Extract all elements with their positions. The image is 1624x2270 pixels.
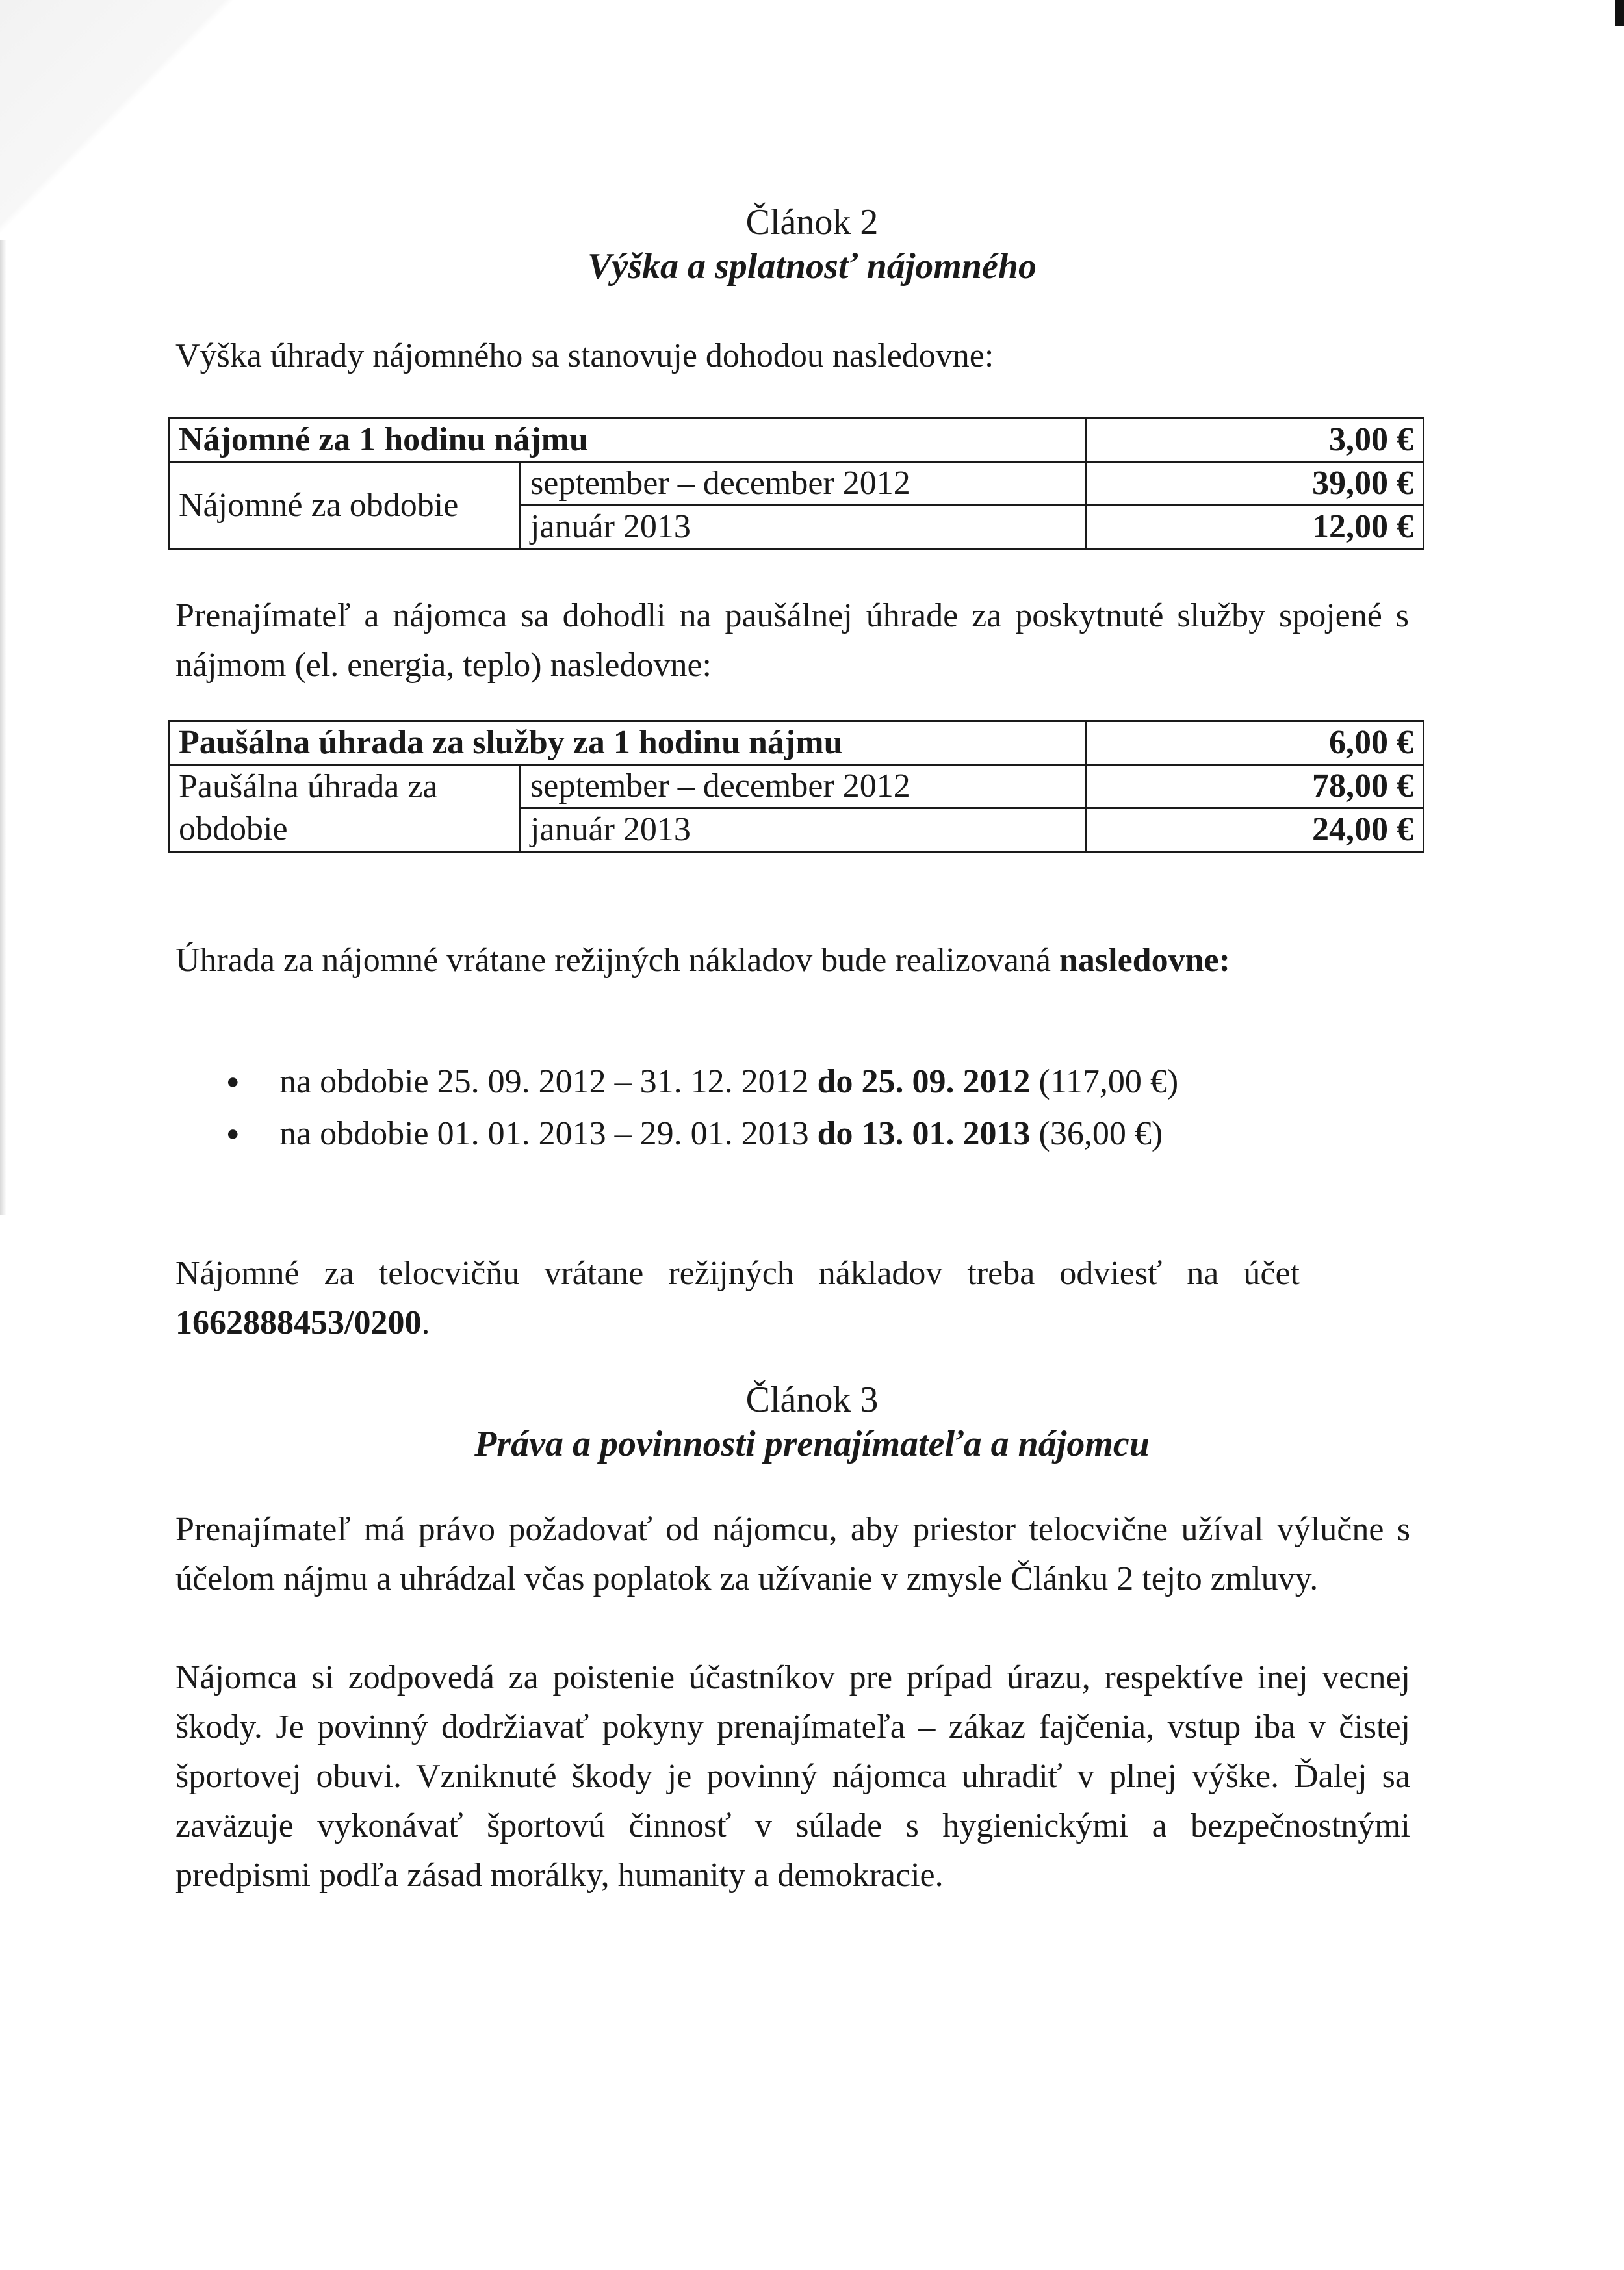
services-row-period1 <box>169 765 1424 808</box>
rent-period-label: Nájomné za obdobie <box>169 462 521 549</box>
account-paragraph <box>175 1249 1300 1348</box>
services-row-hourly <box>169 721 1424 765</box>
services-row-period2 <box>169 808 1424 852</box>
article2-heading <box>0 200 1624 289</box>
payment-item-due: do 25. 09. 2012 <box>817 1063 1031 1100</box>
services-period-label-line1: Paušálna úhrada za <box>169 765 521 808</box>
rent-table <box>168 417 1424 550</box>
account-text: Nájomné za telocvičňu vrátane režijných nákladov treba odviesť na účet <box>175 1255 1300 1292</box>
payment-item-period: na obdobie 25. 09. 2012 – 31. 12. 2012 <box>279 1063 809 1100</box>
rent-period1: september – december 2012 <box>521 462 1087 506</box>
account-number: 1662888453/0200 <box>175 1304 422 1341</box>
services-period-label-line2: obdobie <box>169 808 521 852</box>
article2-title: Výška a splatnosť nájomného <box>587 246 1037 287</box>
rent-period2-amount: 12,00 € <box>1087 506 1424 549</box>
payment-item-period: na obdobie 01. 01. 2013 – 29. 01. 2013 <box>279 1115 809 1152</box>
payment-intro-text: Úhrada za nájomné vrátane režijných nákladov bude realizovaná <box>175 942 1051 979</box>
article3-number: Článok 3 <box>745 1380 879 1420</box>
services-hourly-amount: 6,00 € <box>1087 721 1424 765</box>
rent-row-period1 <box>169 462 1424 506</box>
scan-edge-shadow <box>0 240 6 1215</box>
rent-row-hourly <box>169 419 1424 462</box>
payment-item-amount: (36,00 €) <box>1038 1115 1163 1152</box>
payment-intro <box>175 936 1410 985</box>
article3-title: Práva a povinnosti prenajímateľa a nájomcu <box>474 1424 1150 1464</box>
rent-period2: január 2013 <box>521 506 1087 549</box>
article3-paragraph2: Nájomca si zodpovedá za poistenie účastníkov pre prípad úrazu, respektíve inej vecnej škody. Je povinný dodržiavať pokyny prenajímateľa – zákaz fajčenia, vstup iba v čistej športovej obuvi. Vzniknuté škody je povinný nájomca uhradiť v plnej výške. Ďalej sa zaväzuje vykonávať športovú činnosť v súlade s hygienickými a bezpečnostnými predpismi podľa zásad morálky, humanity a demokracie. <box>175 1659 1410 1894</box>
services-period1: september – december 2012 <box>521 765 1087 808</box>
payment-item-due: do 13. 01. 2013 <box>817 1115 1031 1152</box>
article3-paragraph1: Prenajímateľ má právo požadovať od nájomcu, aby priestor telocvične užíval výlučne s účelom nájmu a uhrádzal včas poplatok za užívanie v zmysle Článku 2 tejto zmluvy. <box>175 1511 1410 1597</box>
rent-intro: Výška úhrady nájomného sa stanovuje dohodou nasledovne: <box>175 337 994 374</box>
payment-item-amount: (117,00 €) <box>1038 1063 1179 1100</box>
scan-edge-mark <box>1615 0 1624 26</box>
rent-period1-amount: 39,00 € <box>1087 462 1424 506</box>
payment-intro-bold: nasledovne: <box>1059 942 1230 979</box>
account-end: . <box>421 1304 430 1341</box>
rent-hourly-amount: 3,00 € <box>1087 419 1424 462</box>
folded-corner <box>0 0 234 234</box>
services-hourly-label: Paušálna úhrada za služby za 1 hodinu nájmu <box>169 721 1087 765</box>
services-period2: január 2013 <box>521 808 1087 852</box>
rent-hourly-label: Nájomné za 1 hodinu nájmu <box>169 419 1087 462</box>
list-item <box>221 1108 1178 1160</box>
services-intro: Prenajímateľ a nájomca sa dohodli na paušálnej úhrade za poskytnuté služby spojené s nájmom (el. energia, teplo) nasledovne: <box>175 597 1409 684</box>
services-period1-amount: 78,00 € <box>1087 765 1424 808</box>
services-table <box>168 720 1424 853</box>
list-item <box>221 1056 1178 1108</box>
services-period2-amount: 24,00 € <box>1087 808 1424 852</box>
payment-list <box>221 1056 1178 1160</box>
article3-heading <box>0 1378 1624 1466</box>
article2-number: Článok 2 <box>745 202 879 242</box>
